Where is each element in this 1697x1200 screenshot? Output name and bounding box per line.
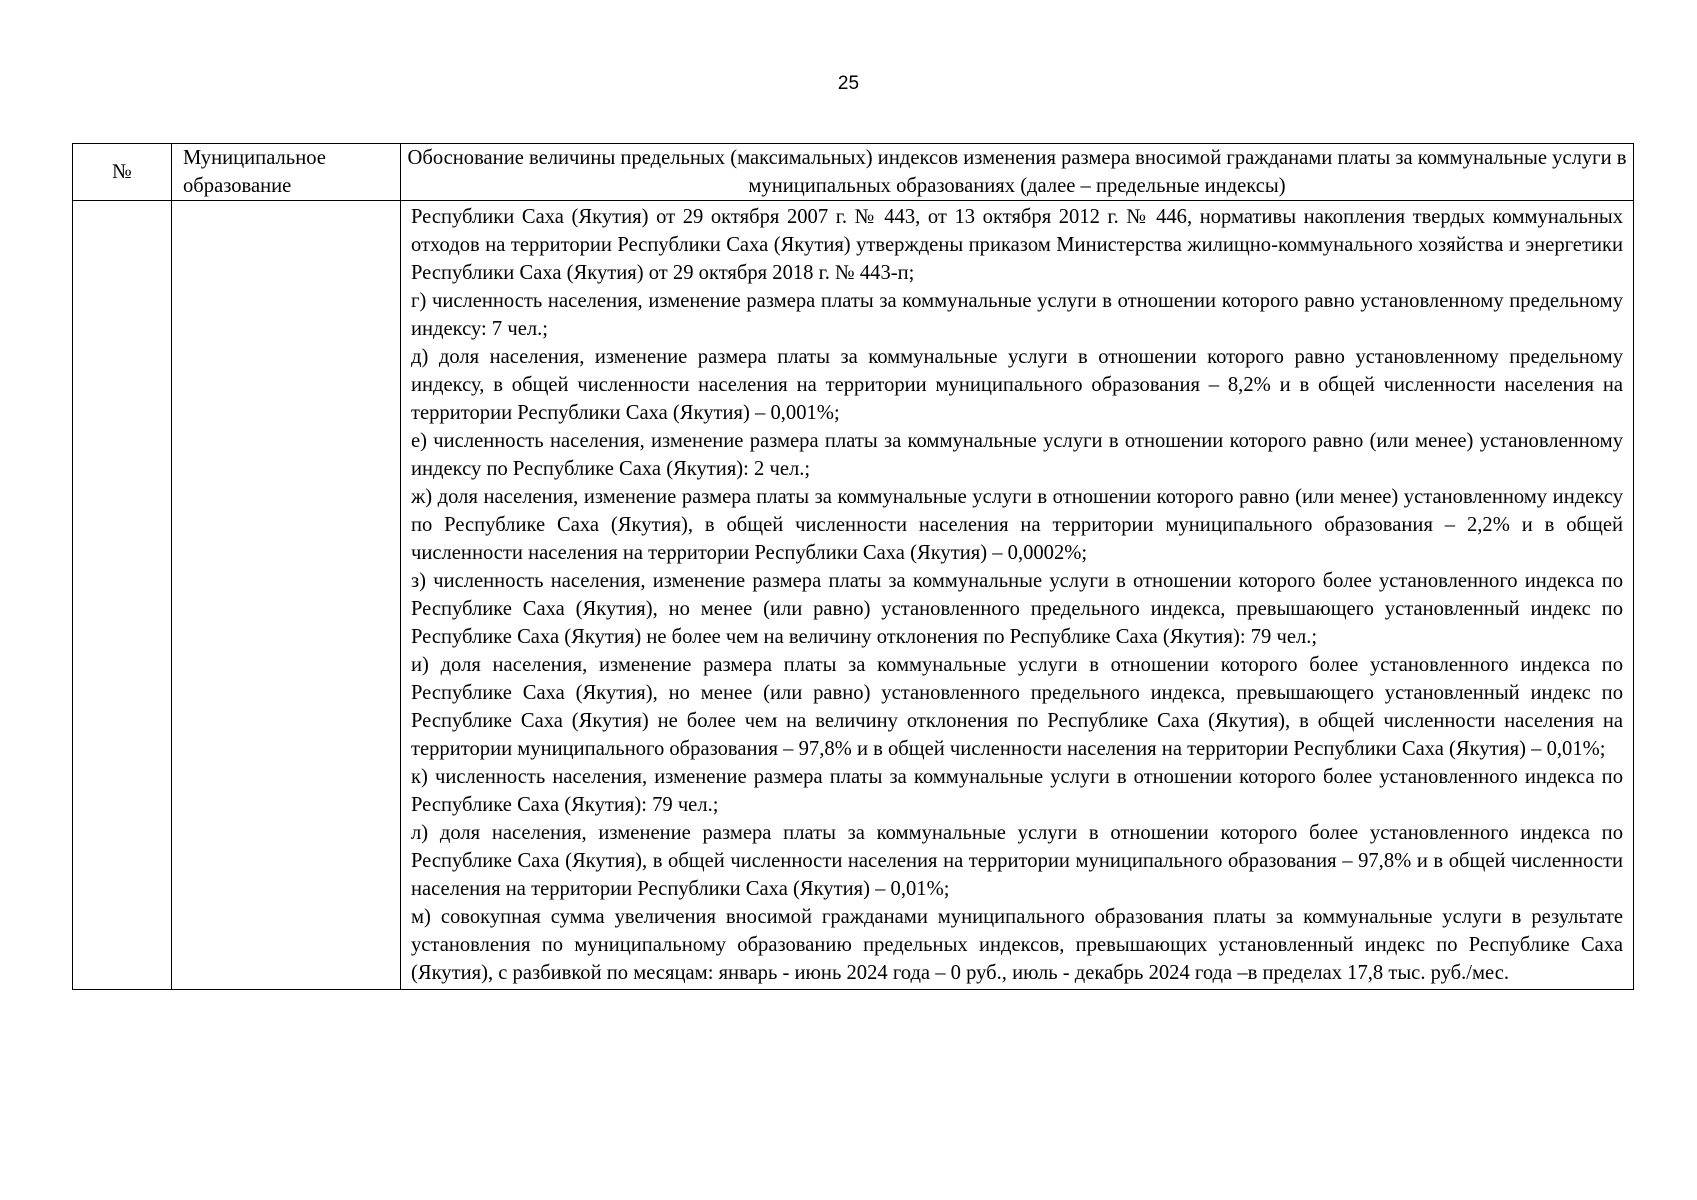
table-row (73, 201, 1634, 990)
justification-table (72, 143, 1634, 990)
header-municipality: Муниципальное образование (172, 144, 401, 201)
row-justification-cell (401, 201, 1634, 990)
paragraph-m: м) совокупная сумма увеличения вносимой гражданами муниципального образования платы за коммунальные услуги в результате установления по муниципальному образованию предельных индексов, превышающих установленный индекс по Республике Саха (Якутия), с разбивкой по месяцам: январь - июнь 2024 года – 0 руб., июль - декабрь 2024 года –в пределах 17,8 тыс. руб./мес. (411, 906, 1623, 984)
paragraph-k: к) численность населения, изменение размера платы за коммунальные услуги в отношении которого более установленного индекса по Республике Саха (Якутия): 79 чел.; (411, 766, 1623, 816)
row-number-cell (73, 201, 172, 990)
paragraph-i: и) доля населения, изменение размера платы за коммунальные услуги в отношении которого более установленного индекса по Республике Саха (Якутия), но менее (или равно) установленного предельного индекса, превышающего установленный индекс по Республике Саха (Якутия) не более чем на величину отклонения по Республике Саха (Якутия), в общей численности населения на территории муниципального образования – 97,8% и в общей численности населения на территории Республики Саха (Якутия) – 0,01%; (411, 654, 1623, 760)
paragraph-zh: ж) доля населения, изменение размера платы за коммунальные услуги в отношении которого равно (или менее) установленному индексу по Республике Саха (Якутия), в общей численности населения на территории муниципального образования – 2,2% и в общей численности населения на территории Республики Саха (Якутия) – 0,0002%; (411, 486, 1623, 564)
paragraph-g: г) численность населения, изменение размера платы за коммунальные услуги в отношении которого равно установленному предельному индексу: 7 чел.; (411, 290, 1623, 340)
paragraph-intro: Республики Саха (Якутия) от 29 октября 2007 г. № 443, от 13 октября 2012 г. № 446, нормативы накопления твердых коммунальных отходов на территории Республики Саха (Якутия) утверждены приказом Министерства жилищно-коммунального хозяйства и энергетики Республики Саха (Якутия) от 29 октября 2018 г. № 443-п; (411, 206, 1623, 284)
paragraph-d: д) доля населения, изменение размера платы за коммунальные услуги в отношении которого равно установленному предельному индексу, в общей численности населения на территории муниципального образования – 8,2% и в общей численности населения на территории Республики Саха (Якутия) – 0,001%; (411, 346, 1623, 424)
header-justification: Обоснование величины предельных (максимальных) индексов изменения размера вносимой гражданами платы за коммунальные услуги в муниципальных образованиях (далее – предельные индексы) (401, 144, 1634, 201)
paragraph-e: е) численность населения, изменение размера платы за коммунальные услуги в отношении которого равно (или менее) установленному индексу по Республике Саха (Якутия): 2 чел.; (411, 430, 1623, 480)
page-number: 25 (837, 73, 860, 94)
row-municipality-cell (172, 201, 401, 990)
table-header-row (73, 144, 1634, 201)
paragraph-l: л) доля населения, изменение размера платы за коммунальные услуги в отношении которого более установленного индекса по Республике Саха (Якутия), в общей численности населения на территории муниципального образования – 97,8% и в общей численности населения на территории Республики Саха (Якутия) – 0,01%; (411, 822, 1623, 900)
paragraph-z: з) численность населения, изменение размера платы за коммунальные услуги в отношении которого более установленного индекса по Республике Саха (Якутия), но менее (или равно) установленного предельного индекса, превышающего установленный индекс по Республике Саха (Якутия) не более чем на величину отклонения по Республике Саха (Якутия): 79 чел.; (411, 570, 1623, 648)
header-number: № (73, 144, 172, 201)
